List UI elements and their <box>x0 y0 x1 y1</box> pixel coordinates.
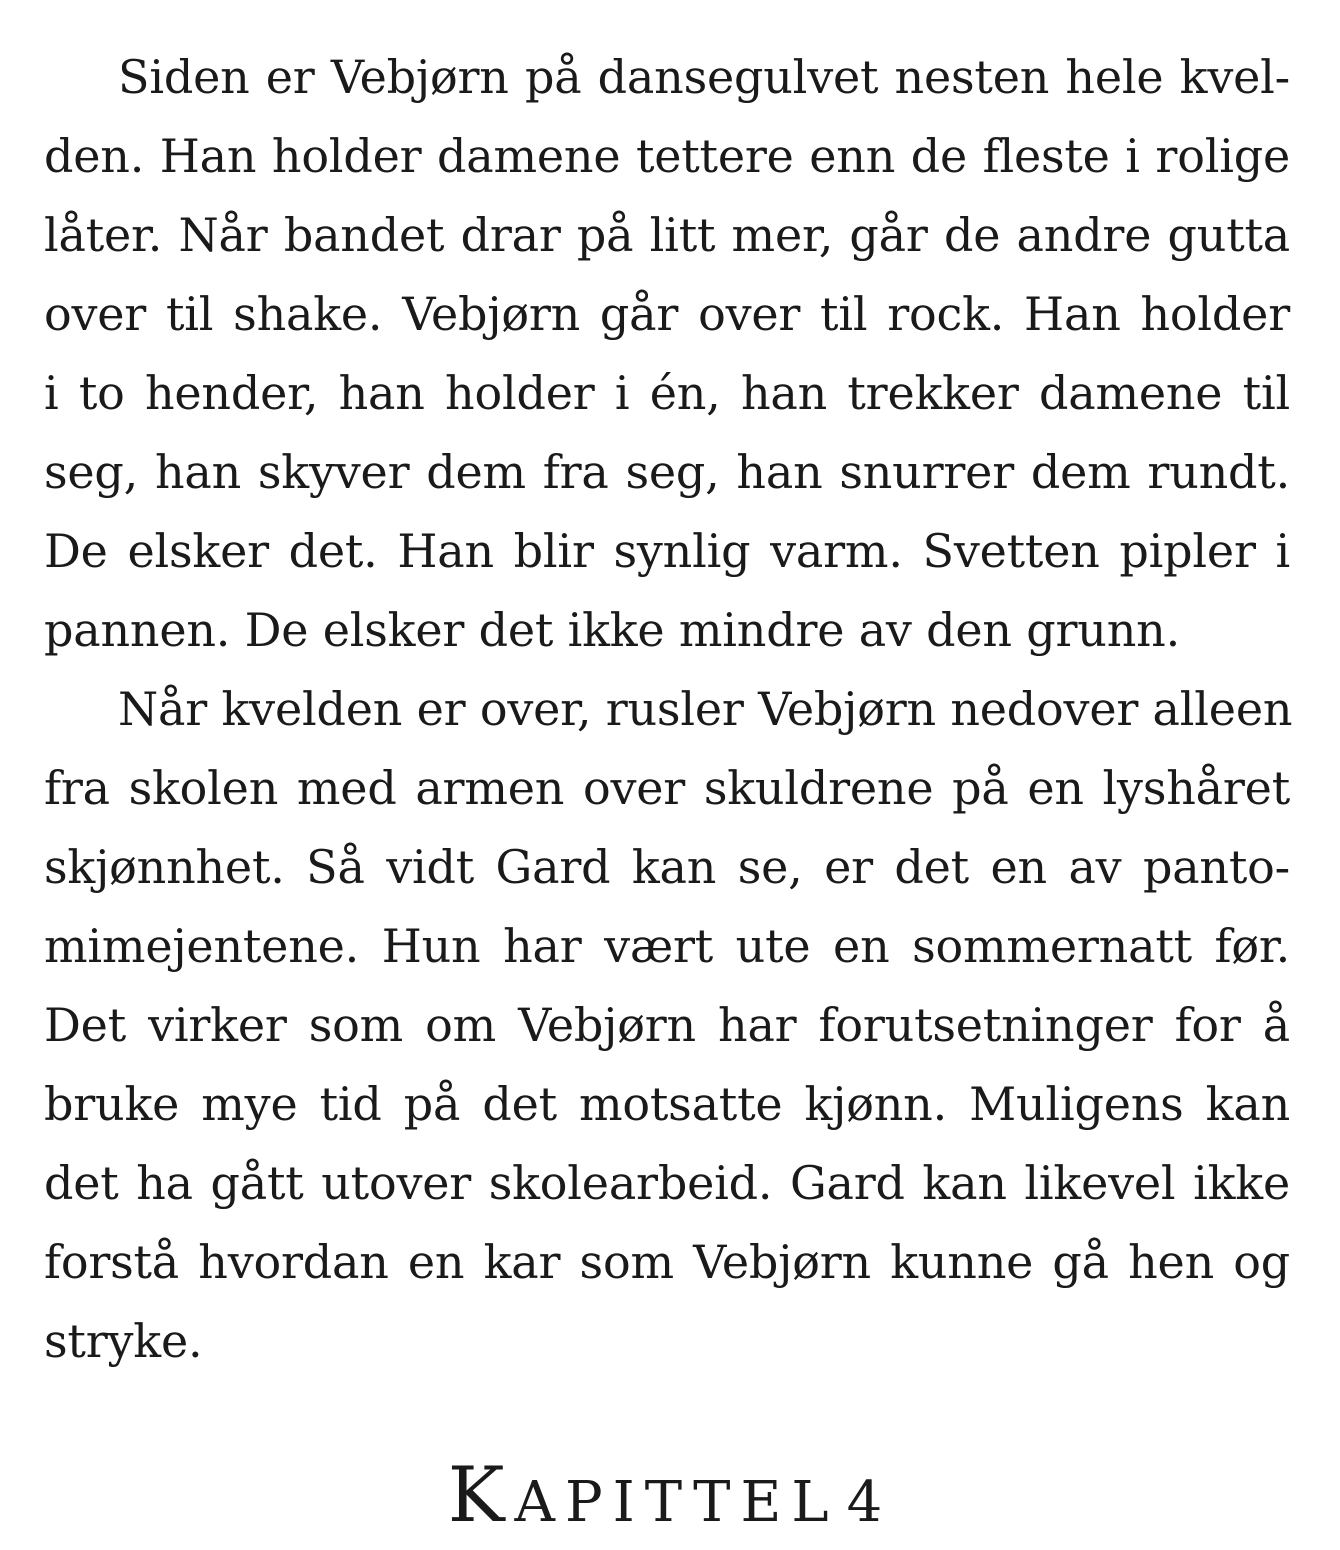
text-line: fra skolen med armen over skuldrene på en lyshåret <box>44 761 1290 815</box>
text-line: mimejentene. Hun har vært ute en sommernatt før. <box>44 919 1290 973</box>
text-line: i to hender, han holder i én, han trekker damene til <box>44 366 1290 420</box>
chapter-heading <box>0 1450 1340 1539</box>
text-line: Når kvelden er over, rusler Vebjørn nedover alleen <box>118 682 1293 736</box>
body-text <box>44 38 1293 1381</box>
text-line: låter. Når bandet drar på litt mer, går de andre gutta <box>44 208 1290 262</box>
paragraph-1 <box>44 38 1290 670</box>
text-line: Siden er Vebjørn på dansegulvet nesten hele kvel- <box>118 50 1290 104</box>
text-line: skjønnhet. Så vidt Gard kan se, er det en av panto- <box>44 840 1290 894</box>
chapter-initial: K <box>447 1450 515 1539</box>
chapter-word: APITTEL <box>514 1470 839 1535</box>
text-line: over til shake. Vebjørn går over til rock. Han holder <box>44 287 1290 341</box>
text-line: Det virker som om Vebjørn har forutsetninger for å <box>44 998 1290 1052</box>
text-line: seg, han skyver dem fra seg, han snurrer dem rundt. <box>44 445 1290 499</box>
text-line: stryke. <box>44 1314 203 1368</box>
text-line: det ha gått utover skolearbeid. Gard kan likevel ikke <box>44 1156 1290 1210</box>
paragraph-2 <box>44 670 1293 1381</box>
text-line: De elsker det. Han blir synlig varm. Svetten pipler i <box>44 524 1290 578</box>
chapter-number: 4 <box>846 1470 893 1535</box>
text-line: den. Han holder damene tettere enn de fleste i rolige <box>44 129 1290 183</box>
text-line: bruke mye tid på det motsatte kjønn. Muligens kan <box>44 1077 1290 1131</box>
text-line: forstå hvordan en kar som Vebjørn kunne gå hen og <box>44 1235 1290 1289</box>
text-line: pannen. De elsker det ikke mindre av den grunn. <box>44 603 1180 657</box>
